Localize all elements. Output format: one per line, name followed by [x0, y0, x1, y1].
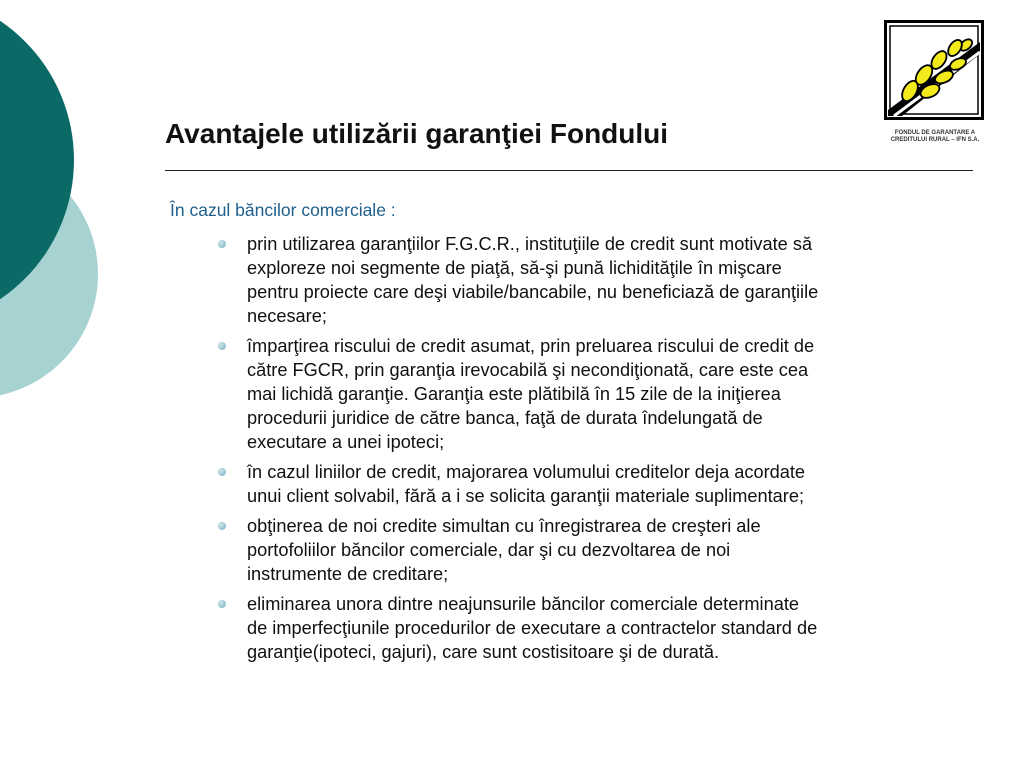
bullet-line: prin utilizarea garanţiilor F.G.C.R., instituţiile de credit sunt motivate să: [247, 234, 813, 254]
logo-caption-line: FONDUL DE GARANTARE A: [894, 130, 976, 136]
bullet-line: garanţie(ipoteci, gajuri), care sunt costisitoare şi de durată.: [247, 642, 720, 662]
bullet-line: mai lichidă garanţie. Garanţia este plătibilă în 15 zile de la iniţierea: [247, 384, 781, 404]
bullet-line: necesare;: [247, 306, 327, 326]
slide-title: Avantajele utilizării garanţiei Fondului: [165, 118, 669, 149]
bullet-line: instrumente de creditare;: [247, 564, 449, 584]
bullet-line: eliminarea unora dintre neajunsurile băncilor comerciale determinate: [247, 594, 799, 614]
title-divider: [165, 170, 973, 171]
bullet-item: [247, 232, 977, 328]
wheat-ear-icon: [884, 20, 984, 120]
bullet-line: exploreze noi segmente de piaţă, să-şi pună lichidităţile în mişcare: [247, 258, 782, 278]
bullet-line: pentru proiecte care deşi viabile/bancabile, nu beneficiază de garanţiile: [247, 282, 819, 302]
bullet-item: [247, 514, 977, 586]
bullet-item: [247, 460, 977, 508]
logo-caption: [878, 130, 992, 144]
bullet-line: portofoliilor băncilor comerciale, dar şi cu dezvoltarea de noi: [247, 540, 731, 560]
bullet-line: executare a unei ipoteci;: [247, 432, 445, 452]
bullet-line: obţinerea de noi credite simultan cu înregistrarea de creşteri ale: [247, 516, 761, 536]
bullet-line: în cazul liniilor de credit, majorarea volumului creditelor deja acordate: [247, 462, 806, 482]
bullet-item: [247, 334, 977, 454]
intro-heading: În cazul băncilor comerciale :: [170, 200, 396, 220]
fgcr-logo: [884, 20, 984, 120]
bullet-item: [247, 592, 977, 664]
bullet-line: de imperfecţiunile procedurilor de executare a contractelor standard de: [247, 618, 818, 638]
bullet-list: [247, 232, 977, 670]
bullet-line: împarţirea riscului de credit asumat, prin preluarea riscului de credit de: [247, 336, 815, 356]
bullet-line: unui client solvabil, fără a i se solicita garanţii materiale suplimentare;: [247, 486, 805, 506]
logo-caption-line: CREDITULUI RURAL – IFN S.A.: [890, 137, 980, 143]
bullet-line: către FGCR, prin garanţia irevocabilă şi necondiţionată, care este cea: [247, 360, 809, 380]
bullet-line: procedurii juridice de către banca, faţă de durata îndelungată de: [247, 408, 763, 428]
